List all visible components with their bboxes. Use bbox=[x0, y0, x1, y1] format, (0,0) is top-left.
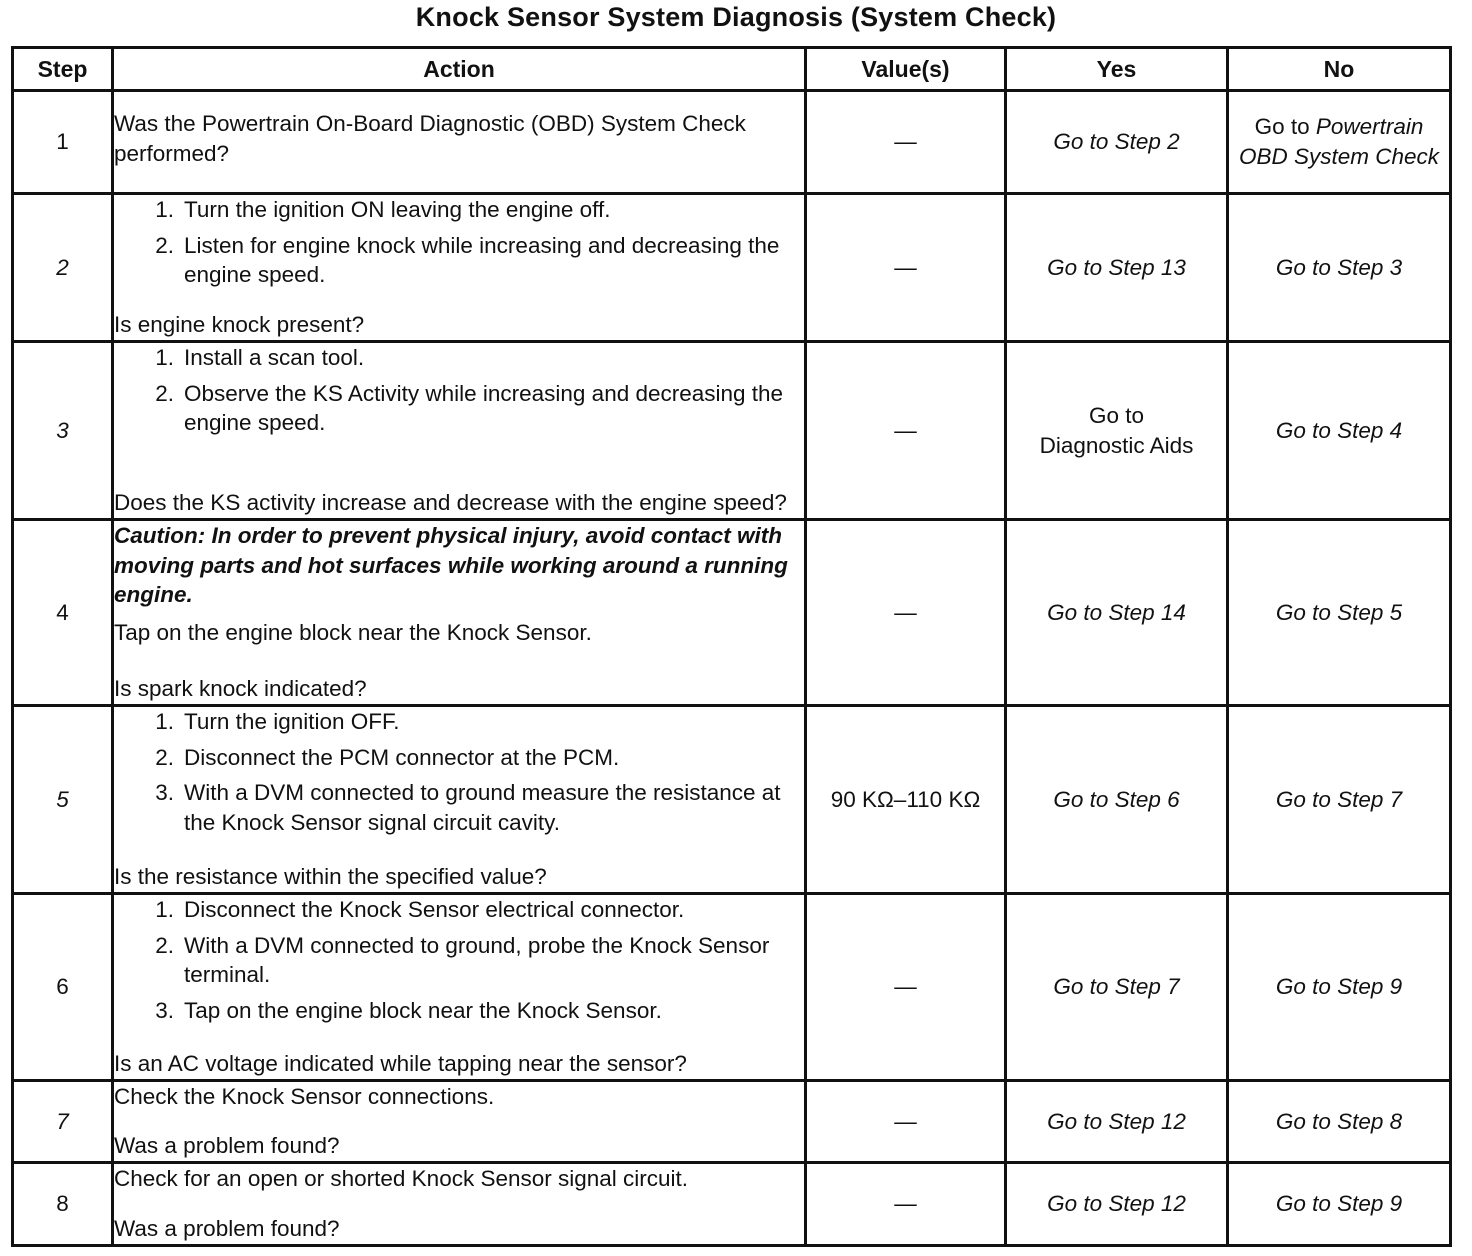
step-number: 1 bbox=[13, 91, 113, 194]
action-cell bbox=[113, 894, 806, 1081]
action-step: 2. With a DVM connected to ground, probe the Knock Sensor terminal. bbox=[155, 932, 770, 988]
header-action: Action bbox=[113, 48, 806, 91]
no-cell: Go to Step 9 bbox=[1228, 894, 1451, 1081]
step-number: 2 bbox=[13, 194, 113, 342]
caution-note: Caution: In order to prevent physical injury, avoid contact with moving parts and hot surfaces while working around a running engine. bbox=[114, 523, 788, 608]
action-steps bbox=[114, 707, 804, 844]
value-cell: — bbox=[806, 1163, 1006, 1246]
no-cell: Go to Step 9 bbox=[1228, 1163, 1451, 1246]
action-step: 1. Turn the ignition ON leaving the engine off. bbox=[155, 197, 611, 222]
table-row bbox=[13, 1163, 1451, 1246]
action-cell bbox=[113, 520, 806, 706]
table-row bbox=[13, 1081, 1451, 1163]
step-number: 6 bbox=[13, 894, 113, 1081]
no-cell bbox=[1228, 91, 1451, 194]
action-step: 2. Observe the KS Activity while increasing and decreasing the engine speed. bbox=[155, 380, 784, 436]
value-cell: 90 KΩ–110 KΩ bbox=[806, 706, 1006, 894]
diagnostic-table bbox=[11, 46, 1452, 1247]
action-question: Was a problem found? bbox=[114, 1216, 340, 1242]
value-cell: — bbox=[806, 91, 1006, 194]
action-cell bbox=[113, 1081, 806, 1163]
table-row bbox=[13, 894, 1451, 1081]
yes-cell: Go to Step 14 bbox=[1006, 520, 1228, 706]
yes-cell: Go to Step 12 bbox=[1006, 1163, 1228, 1246]
action-cell bbox=[113, 342, 806, 520]
action-steps bbox=[114, 895, 804, 1032]
step-number: 3 bbox=[13, 342, 113, 520]
no-cell: Go to Step 7 bbox=[1228, 706, 1451, 894]
no-link: Powertrain OBD System Check bbox=[1238, 114, 1440, 169]
header-yes: Yes bbox=[1006, 48, 1228, 91]
action-instruction: Tap on the engine block near the Knock Sensor. bbox=[114, 620, 592, 646]
action-cell bbox=[113, 194, 806, 342]
header-values: Value(s) bbox=[806, 48, 1006, 91]
action-instruction: Check for an open or shorted Knock Sensor signal circuit. bbox=[114, 1166, 689, 1191]
no-prefix: Go to bbox=[1254, 114, 1310, 140]
yes-cell: Go to Diagnostic Aids bbox=[1006, 342, 1228, 520]
no-cell: Go to Step 4 bbox=[1228, 342, 1451, 520]
value-cell: — bbox=[806, 342, 1006, 520]
action-instruction: Check the Knock Sensor connections. bbox=[114, 1084, 495, 1109]
step-number: 7 bbox=[13, 1081, 113, 1163]
yes-cell: Go to Step 2 bbox=[1006, 91, 1228, 194]
step-number: 5 bbox=[13, 706, 113, 894]
action-question: Was a problem found? bbox=[114, 1133, 340, 1159]
action-question: Is spark knock indicated? bbox=[114, 676, 367, 702]
table-header-row bbox=[13, 48, 1451, 91]
value-cell: — bbox=[806, 520, 1006, 706]
action-step: 3. Tap on the engine block near the Knock Sensor. bbox=[155, 998, 662, 1024]
yes-cell: Go to Step 7 bbox=[1006, 894, 1228, 1081]
action-cell bbox=[113, 1163, 806, 1246]
yes-cell: Go to Step 6 bbox=[1006, 706, 1228, 894]
table-row bbox=[13, 342, 1451, 520]
no-cell: Go to Step 5 bbox=[1228, 520, 1451, 706]
table-row bbox=[13, 706, 1451, 894]
value-cell: — bbox=[806, 1081, 1006, 1163]
action-question: Does the KS activity increase and decrease with the engine speed? bbox=[114, 490, 787, 516]
action-cell bbox=[113, 706, 806, 894]
step-number: 4 bbox=[13, 520, 113, 706]
action-question: Is engine knock present? bbox=[114, 312, 365, 338]
table-row bbox=[13, 91, 1451, 194]
page-title: Knock Sensor System Diagnosis (System Check) bbox=[415, 2, 1057, 32]
action-step: 1. Disconnect the Knock Sensor electrical connector. bbox=[155, 897, 685, 922]
action-step: 3. With a DVM connected to ground measure the resistance at the Knock Sensor signal circuit cavity. bbox=[155, 780, 781, 836]
action-cell bbox=[113, 91, 806, 194]
table-row bbox=[13, 520, 1451, 706]
header-step: Step bbox=[13, 48, 113, 91]
header-no: No bbox=[1228, 48, 1451, 91]
action-steps bbox=[114, 195, 804, 296]
action-step: 2. Disconnect the PCM connector at the PCM. bbox=[155, 744, 620, 770]
table-row bbox=[13, 194, 1451, 342]
action-question: Was the Powertrain On-Board Diagnostic (OBD) System Check performed? bbox=[114, 111, 746, 166]
yes-cell: Go to Step 13 bbox=[1006, 194, 1228, 342]
yes-cell: Go to Step 12 bbox=[1006, 1081, 1228, 1163]
step-number: 8 bbox=[13, 1163, 113, 1246]
no-cell: Go to Step 8 bbox=[1228, 1081, 1451, 1163]
action-steps bbox=[114, 343, 804, 444]
action-step: 1. Install a scan tool. bbox=[155, 345, 365, 370]
value-cell: — bbox=[806, 194, 1006, 342]
action-question: Is the resistance within the specified value? bbox=[114, 864, 547, 890]
action-step: 2. Listen for engine knock while increasing and decreasing the engine speed. bbox=[155, 232, 780, 288]
value-cell: — bbox=[806, 894, 1006, 1081]
action-step: 1. Turn the ignition OFF. bbox=[155, 709, 400, 734]
no-cell: Go to Step 3 bbox=[1228, 194, 1451, 342]
action-question: Is an AC voltage indicated while tapping near the sensor? bbox=[114, 1051, 687, 1077]
